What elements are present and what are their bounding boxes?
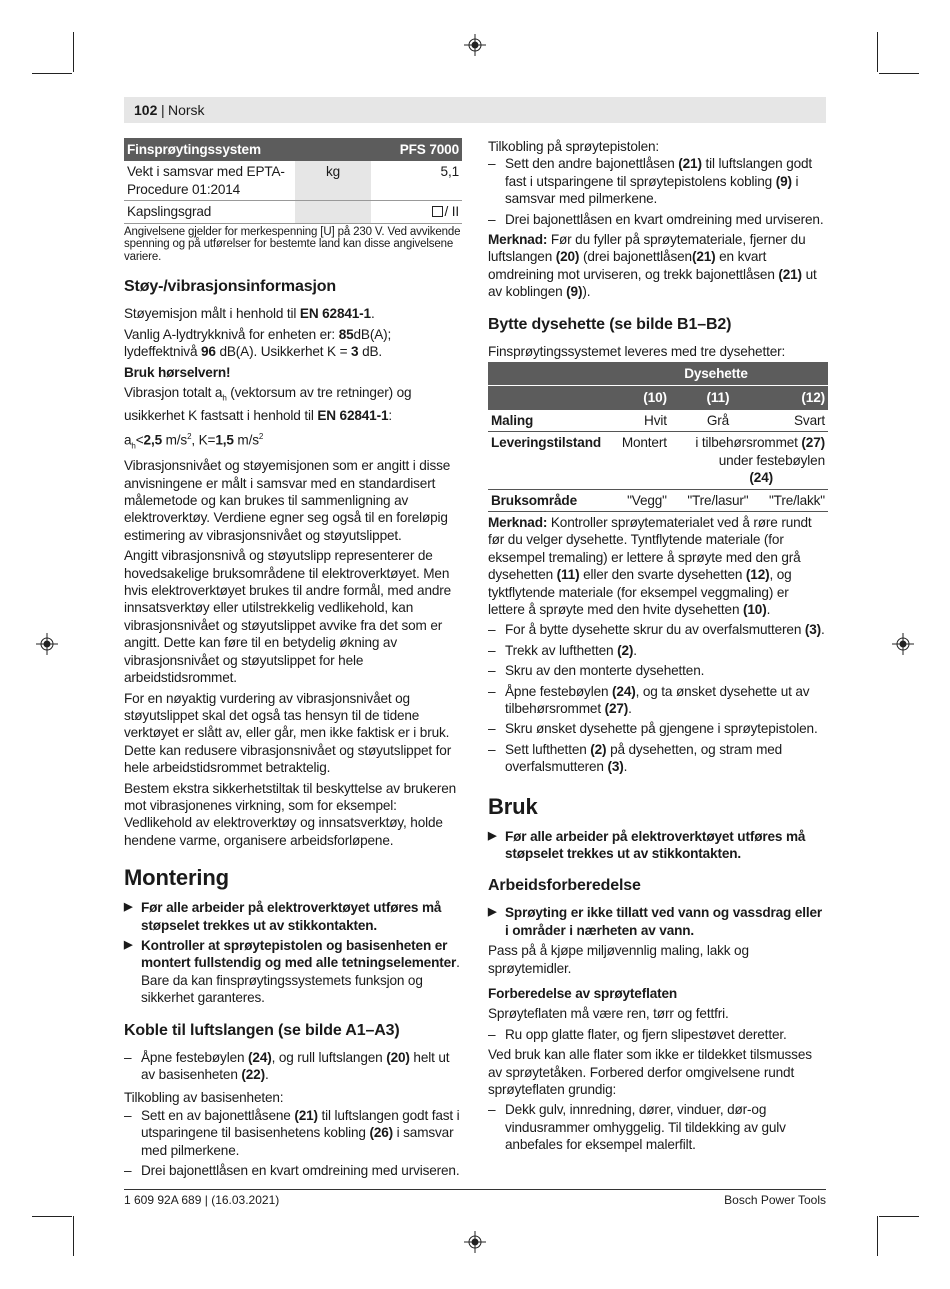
bruk-heading: Bruk xyxy=(488,793,538,819)
footer-doc-number: 1 609 92A 689 | (16.03.2021) xyxy=(124,1193,280,1207)
montering-bullet-2: ▶ Kontroller at sprøytepistolen og basisenheten er montert fullstendig og med alle tetningselementer. Bare da kan finsprøytingssystemets funksjon og sikkerhet garanteres. xyxy=(124,937,460,1006)
noise-p3: Vibrasjon totalt $a_h$ (vektorsum av tre retninger) og usikkerhet K fastsatt i henhold til EN 62841-1: xyxy=(124,385,412,424)
spec-head-model: PFS 7000 xyxy=(371,138,462,161)
spec-label: Kapslingsgrad xyxy=(124,201,295,223)
spec-unit xyxy=(295,201,371,223)
row-label: Maling xyxy=(488,410,604,432)
spec-unit: kg xyxy=(295,161,371,200)
noise-p5: Vibrasjonsnivået og støyemisjonen som er angitt i disse anvisningene er målt i samsvar med en standardisert målemetode og kan brukes til sammenligning av elektroverktøy. Verdiene egner seg også til en foreløpig estimering av vibrasjonsnivået og støyutslippet. xyxy=(124,458,451,543)
right-column xyxy=(488,138,828,1157)
nozzle-intro: Finsprøytingssystemet leveres med tre dysehetter: xyxy=(488,343,786,359)
spec-row xyxy=(124,201,462,223)
triangle-bullet-icon: ▶ xyxy=(488,906,497,919)
table-row xyxy=(488,432,828,489)
header-language: Norsk xyxy=(168,102,205,118)
hose-step-4: – Sett den andre bajonettlåsen (21) til luftslangen godt fast i utsparingene til sprøytepistolens kobling (9) i samsvar med pilmerkene. xyxy=(488,155,828,207)
noise-p1: Støyemisjon målt i henhold til EN 62841-1. xyxy=(124,306,375,322)
cell: i tilbehørsrommet (27) under festebøylen (24) xyxy=(670,432,828,489)
cell: Hvit xyxy=(604,410,670,432)
nozzle-step-5: – Skru ønsket dysehette på gjengene i sprøytepistolen. xyxy=(488,720,828,737)
bruk-step-2: – Dekk gulv, innredning, dører, vinduer, dør-og vindusrammer omhyggelig. Til tildekking av gulv anbefales for eksempel malerfilt. xyxy=(488,1101,828,1153)
registration-mark-icon xyxy=(464,1231,486,1253)
hose-step-3: – Drei bajonettlåsen en kvart omdreining med urviseren. xyxy=(124,1162,462,1179)
spec-table xyxy=(124,138,462,224)
cell: "Tre/lakk" xyxy=(766,489,828,511)
nozzle-step-6: – Sett lufthetten (2) på dysehetten, og stram med overfalsmutteren (3). xyxy=(488,741,828,776)
spec-note: Angivelsene gjelder for merkespenning [U] på 230 V. Ved avvikende spenning og på utførelser for bestemte land kan disse angivelsene variere. xyxy=(124,225,461,263)
left-column xyxy=(124,138,462,1182)
crop-mark xyxy=(73,32,74,72)
table-row xyxy=(488,410,828,432)
hearing-protection-warning: Bruk hørselvern! xyxy=(124,364,231,380)
cell: Grå xyxy=(670,410,766,432)
triangle-bullet-icon: ▶ xyxy=(488,829,497,842)
crop-mark xyxy=(73,1216,74,1256)
spec-value-text: / II xyxy=(444,204,459,220)
spec-label: Vekt i samsvar med EPTA-Procedure 01:2014 xyxy=(124,161,295,200)
hose-step-2: – Sett en av bajonettlåsene (21) til luftslangen godt fast i utsparingene til basisenhetens kobling (26) i samsvar med pilmerkene. xyxy=(124,1107,462,1159)
page-header xyxy=(124,97,826,123)
noise-p7: For en nøyaktig vurdering av vibrasjonsnivået og støyutslippet skal det også tas hensyn til de tidene verktøyet er slått av, eller går, men ikke faktisk er i bruk. Dette kan redusere vibrasjonsnivået og støyutslippet for hele arbeidstidsrommet betraktelig. xyxy=(124,690,452,776)
cell: "Vegg" xyxy=(604,489,670,511)
footer-brand: Bosch Power Tools xyxy=(724,1193,826,1207)
triangle-bullet-icon: ▶ xyxy=(124,938,133,951)
row-label: Bruksområde xyxy=(488,489,604,511)
page-number: 102 xyxy=(134,102,158,118)
bruk-p3: Ved bruk kan alle flater som ikke er tildekket tilsmusses av sprøytetåken. Forbered derfor omgivelsene rundt sprøyteflaten grundig: xyxy=(488,1047,812,1098)
bruk-bullet-1: ▶ Før alle arbeider på elektroverktøyet utføres må støpselet trekkes ut av stikkontakten. xyxy=(488,828,806,861)
surface-heading: Forberedelse av sprøyteflaten xyxy=(488,986,678,1002)
nozzle-step-4: – Åpne festebøylen (24), og ta ønsket dysehette ut av tilbehørsrommet (27). xyxy=(488,683,828,718)
base-unit-label: Tilkobling av basisenheten: xyxy=(124,1090,284,1106)
crop-mark xyxy=(32,73,72,74)
protection-class-icon xyxy=(432,206,443,217)
registration-mark-icon xyxy=(892,633,914,655)
hose-step-5: – Drei bajonettlåsen en kvart omdreining med urviseren. xyxy=(488,211,828,228)
crop-mark xyxy=(877,32,878,72)
cell: Svart xyxy=(766,410,828,432)
spec-value xyxy=(371,201,462,223)
bruk-p1: Pass på å kjøpe miljøvennlig maling, lakk og sprøytemidler. xyxy=(488,943,749,976)
prep-heading: Arbeidsforberedelse xyxy=(488,877,641,895)
bruk-step-1: – Ru opp glatte flater, og fjern slipestøvet deretter. xyxy=(488,1026,828,1043)
nozzle-note: Merknad: Kontroller sprøytematerialet ved å røre rundt før du velger dysehette. Tyntflytende materiale (for eksempel tremaling) er lettere å sprøyte med den grå dysehetten (11) eller den svarte dysehetten (12), og tyktflytende materiale (for eksempel veggmaling) er lettere å sprøyte med den hvite dysehetten (10). xyxy=(488,514,812,617)
page-footer xyxy=(124,1189,826,1207)
nozzle-heading: Bytte dysehette (se bilde B1–B2) xyxy=(488,315,732,333)
spec-value: 5,1 xyxy=(371,161,462,200)
registration-mark-icon xyxy=(36,633,58,655)
nozzle-col: (12) xyxy=(766,386,828,410)
nozzle-table xyxy=(488,362,828,512)
nozzle-col: (11) xyxy=(670,386,766,410)
crop-mark xyxy=(879,73,919,74)
bruk-bullet-2: ▶ Sprøyting er ikke tillatt ved vann og vassdrag eller i områder i nærheten av vann. xyxy=(488,905,823,938)
nozzle-step-1: – For å bytte dysehette skrur du av overfalsmutteren (3). xyxy=(488,621,828,638)
triangle-bullet-icon: ▶ xyxy=(124,901,133,914)
nozzle-col: (10) xyxy=(604,386,670,410)
noise-heading: Støy-/vibrasjonsinformasjon xyxy=(124,278,336,296)
noise-p2: Vanlig A-lydtrykknivå for enheten er: 85dB(A); lydeffektnivå 96 dB(A). Usikkerhet K = 3 dB. xyxy=(124,326,392,360)
nozzle-step-2: – Trekk av lufthetten (2). xyxy=(488,642,828,659)
cell: "Tre/lasur" xyxy=(670,489,766,511)
bruk-p2: Sprøyteflaten må være ren, tørr og fettfri. xyxy=(488,1006,729,1022)
noise-p8: Bestem ekstra sikkerhetstiltak til beskyttelse av brukeren mot vibrasjonenes virkning, som for eksempel: Vedlikehold av elektroverktøy og innsatsverktøy, holde hendene varme, organisere arbeidsforløpene. xyxy=(124,780,457,848)
montering-bullet-1: ▶ Før alle arbeider på elektroverktøyet utføres må støpselet trekkes ut av stikkontakten. xyxy=(124,900,442,933)
noise-p4: $a_h<2,5$ $m/s^2$, K=1,5 $m/s^2$ xyxy=(124,431,264,450)
crop-mark xyxy=(879,1216,919,1217)
registration-mark-icon xyxy=(464,34,486,56)
hose-step-1: – Åpne festebøylen (24), og rull luftslangen (20) helt ut av basisenheten (22). xyxy=(124,1049,462,1084)
header-separator: | xyxy=(161,102,165,118)
nozzle-step-3: – Skru av den monterte dysehetten. xyxy=(488,662,828,679)
montering-heading: Montering xyxy=(124,865,229,891)
noise-p6: Angitt vibrasjonsnivå og støyutslipp representerer de hovedsakelige bruksområdene til elektroverktøyet. Men hvis elektroverktøyet brukes til andre formål, med andre innsatsverktøy eller utilstrekkelig vedlikehold, kan vibrasjonsnivået og støyutslippet avvike fra det som er angitt. Dette kan føre til en betydelig økning av vibrasjonsnivået og støyutslippet for hele arbeidstidsrommet. xyxy=(124,548,452,686)
crop-mark xyxy=(32,1216,72,1217)
spec-row xyxy=(124,161,462,200)
row-label: Leveringstilstand xyxy=(488,432,604,489)
table-row xyxy=(488,489,828,511)
nozzle-table-title: Dysehette xyxy=(604,362,828,386)
spec-head-label: Finsprøytingssystem xyxy=(124,138,371,161)
hose-heading: Koble til luftslangen (se bilde A1–A3) xyxy=(124,1021,400,1039)
cell: Montert xyxy=(604,432,670,489)
hose-note: Merknad: Før du fyller på sprøytemateriale, fjerner du luftslangen (20) (drei bajonettlåsen(21) en kvart omdreining mot urviseren, og trekk bajonettlåsen (21) ut av koblingen (9)). xyxy=(488,232,817,300)
crop-mark xyxy=(877,1216,878,1256)
gun-connection-label: Tilkobling på sprøytepistolen: xyxy=(488,139,660,154)
